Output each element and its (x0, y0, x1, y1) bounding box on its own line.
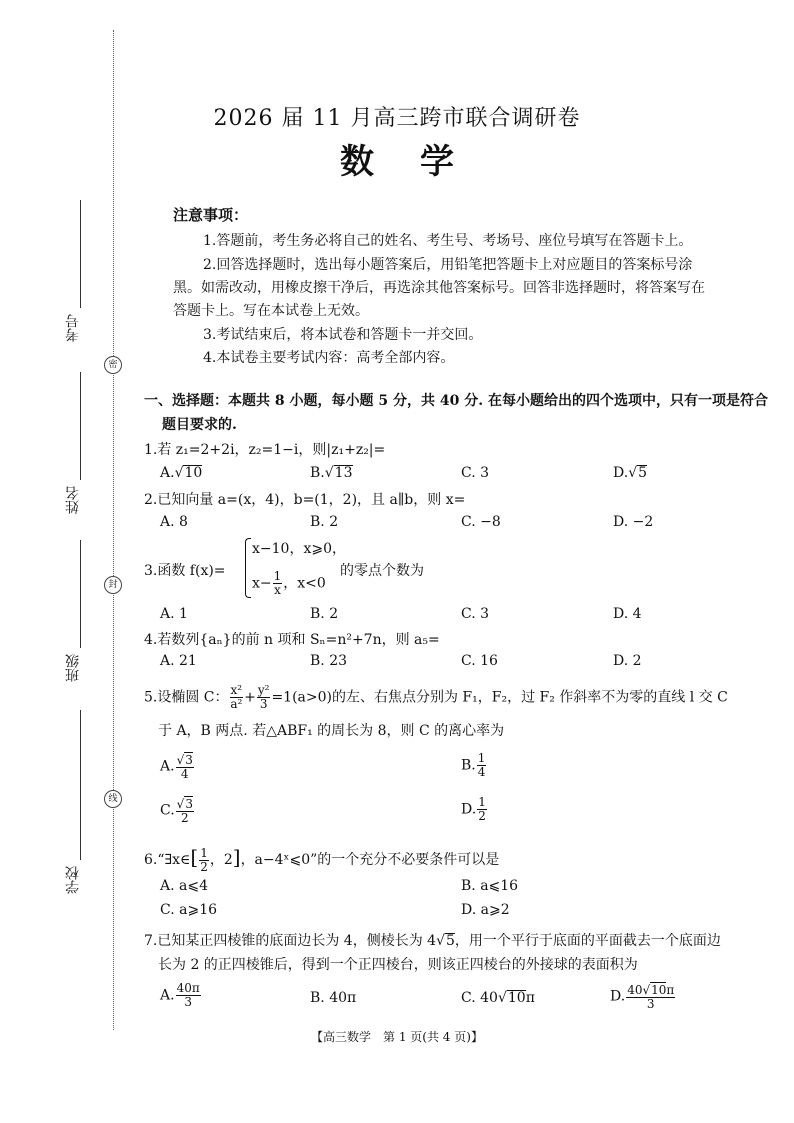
q3-prefix: 3.函数 f(x)= (144, 563, 226, 579)
q7-option-c: C. 40√10π (461, 990, 535, 1006)
notice-line-1: 1.答题前，考生务必将自己的姓名、考生号、考场号、座位号填写在答题卡上。 (203, 233, 693, 249)
q2-stem: 2.已知向量 a=(x，4)，b=(1，2)，且 a∥b，则 x= (144, 492, 466, 508)
q5-option-d: D. $\frac{1}{2}$ (461, 795, 486, 823)
q5-line-1: 5.设椭圆 C： $\frac{\text{x²}}{\text{a²}}$ + $\frac{\text{y²}}{3}$ =1(a>0)的左、右焦点分别为 F₁，F₂，过 F₂ 作斜率不为零的直线 l 交 C (144, 683, 728, 711)
xuexiao-underline (80, 710, 81, 860)
q1-option-c: C. 3 (461, 465, 490, 481)
q4-stem: 4.若数列{aₙ}的前 n 项和 Sₙ=n²+7n，则 a₅= (144, 632, 440, 648)
q5-option-b: B. $\frac{1}{4}$ (461, 751, 486, 779)
q2-option-b: B. 2 (310, 514, 339, 530)
mark-feng: 封 (104, 576, 122, 594)
q4-option-c: C. 16 (461, 653, 498, 669)
q1-option-b: B.√13 (310, 465, 353, 481)
q3-frac: $\frac{1}{x}$ (273, 569, 282, 597)
page-footer: 【高三数学 第 1 页(共 4 页)】 (311, 1030, 483, 1044)
mark-xian: 线 (104, 790, 122, 808)
mark-mi: 密 (104, 356, 122, 374)
q1-option-a: A.√10 (160, 465, 203, 481)
notice-line-5: 3.考试结束后，将本试卷和答题卡一并交回。 (203, 327, 483, 343)
xingming-underline (80, 372, 81, 480)
q7-option-b: B. 40π (310, 990, 357, 1006)
q7-line-2: 长为 2 的正四棱锥后，得到一个正四棱台，则该正四棱台的外接球的表面积为 (158, 957, 638, 973)
q1-option-d: D.√5 (613, 465, 648, 481)
q6-stem: 6.“∃x∈[ $\frac{1}{2}$ ，2]，a−4ˣ⩽0”的一个充分不必要条件可以是 (144, 845, 500, 874)
label-kaohao: 考号 (65, 314, 81, 342)
banji-underline (80, 540, 81, 648)
q7-option-d: D. $\frac{40√10\pi}{3}$ (610, 983, 675, 1011)
q6-option-b: B. a⩽16 (461, 878, 519, 894)
q3-case-1: x−10，x⩾0， (252, 541, 346, 557)
q7-option-a: A. $\frac{40\pi}{3}$ (160, 981, 200, 1009)
section-heading-line2: 题目要求的. (162, 417, 237, 433)
q7-line-1: 7.已知某正四棱锥的底面边长为 4，侧棱长为 4√5，用一个平行于底面的平面截去一个底面边 (144, 933, 721, 949)
q6-option-c: C. a⩾16 (160, 902, 218, 918)
q2-option-d: D. −2 (613, 514, 654, 530)
label-xuexiao: 学校 (65, 866, 81, 894)
label-banji: 班级 (65, 654, 81, 682)
q2-option-a: A. 8 (160, 514, 188, 530)
q3-brace (245, 538, 251, 598)
label-xingming: 姓名 (65, 486, 81, 514)
q3-option-d: D. 4 (613, 606, 642, 622)
notice-line-2: 2.回答选择题时，选出每小题答案后，用铅笔把答题卡上对应题目的答案标号涂 (203, 257, 693, 273)
subject-title: 数学 (340, 142, 500, 182)
q4-option-a: A. 21 (160, 653, 197, 669)
q2-option-c: C. −8 (461, 514, 501, 530)
q3-option-c: C. 3 (461, 606, 490, 622)
q5-line-2: 于 A，B 两点. 若△ABF₁ 的周长为 8，则 C 的离心率为 (158, 723, 505, 739)
q6-option-d: D. a⩾2 (461, 902, 510, 918)
q3-case-2: x− $\frac{1}{x}$ ，x<0 (252, 569, 326, 597)
notice-heading: 注意事项： (173, 206, 249, 224)
q4-option-b: B. 23 (310, 653, 348, 669)
kaohao-underline (80, 200, 81, 308)
q1-stem: 1.若 z₁=2+2i，z₂=1−i，则|z₁+z₂|= (144, 442, 386, 458)
q6-option-a: A. a⩽4 (160, 878, 208, 894)
q5-option-a: A. $\frac{√3}{4}$ (160, 753, 193, 781)
notice-line-6: 4.本试卷主要考试内容：高考全部内容。 (203, 350, 455, 366)
q4-option-d: D. 2 (613, 653, 642, 669)
exam-title: 2026 届 11 月高三跨市联合调研卷 (213, 106, 581, 131)
notice-line-3: 黑。如需改动，用橡皮擦干净后，再选涂其他答案标号。回答非选择题时，将答案写在 (173, 280, 705, 296)
q3-suffix: 的零点个数为 (340, 563, 424, 579)
notice-line-4: 答题卡上。写在本试卷上无效。 (173, 303, 369, 319)
q3-option-b: B. 2 (310, 606, 339, 622)
q3-option-a: A. 1 (160, 606, 188, 622)
section-heading: 一、选择题：本题共 8 小题，每小题 5 分，共 40 分. 在每小题给出的四个选项中，只有一项是符合 (144, 393, 768, 409)
q5-option-c: C. $\frac{√3}{2}$ (160, 797, 193, 825)
